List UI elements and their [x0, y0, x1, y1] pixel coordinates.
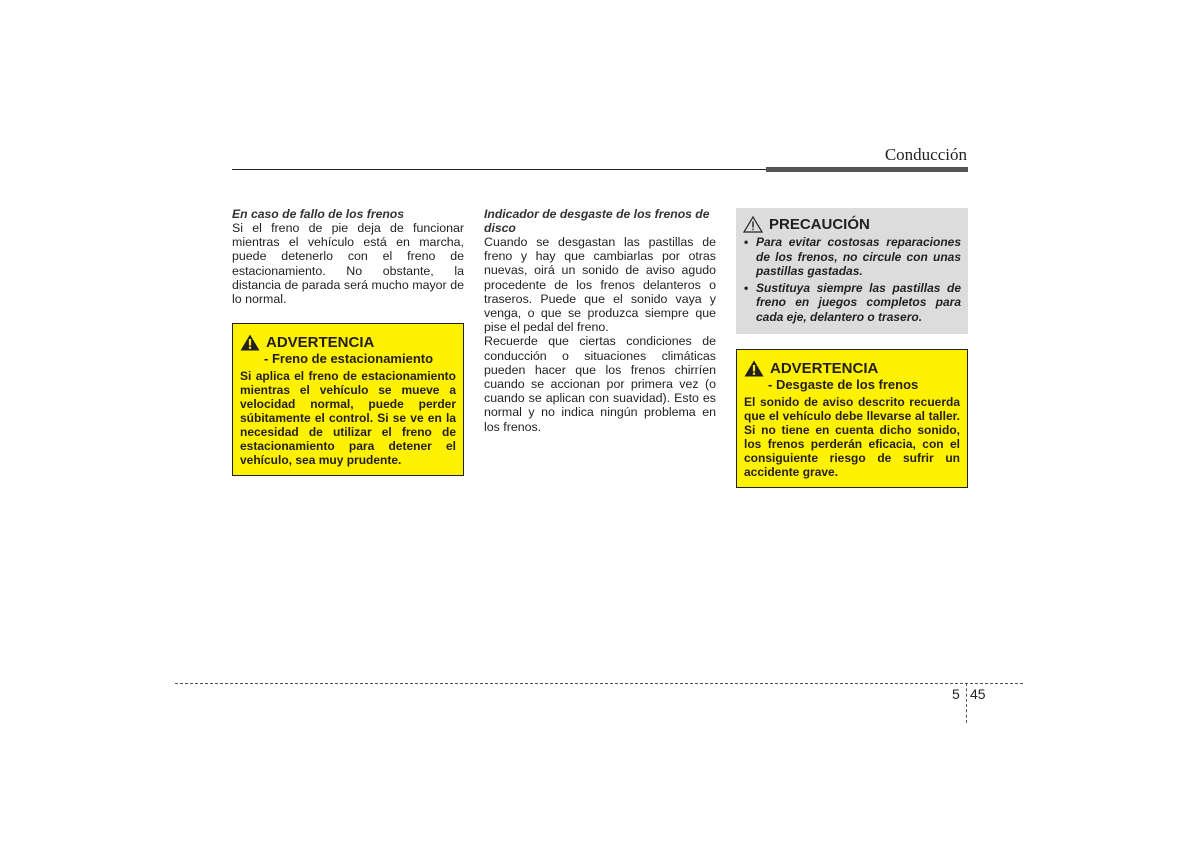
- warning-header: [240, 334, 456, 351]
- column-3: [736, 208, 968, 488]
- footer-divider: [966, 683, 967, 723]
- column-1: [232, 207, 464, 476]
- section-title: Conducción: [884, 145, 967, 164]
- chapter-number: 5: [952, 686, 960, 702]
- caution-header: [743, 216, 961, 233]
- brake-failure-heading: En caso de fallo de los frenos: [232, 207, 405, 221]
- parking-brake-warning-box: [232, 323, 464, 476]
- caution-triangle-icon: [743, 216, 763, 233]
- disc-brake-wear-heading: Indicador de desgaste de los frenos de disco: [484, 207, 710, 235]
- wear-indicator-paragraph-1: Cuando se desgastan las pastillas de freno y hay que cambiarlas por otras nuevas, oirá un sonido de aviso agudo procedente de los frenos delanteros o traseros. Puede que el sonido vaya y venga, o que se produzca siempre que pise el pedal del freno.: [484, 235, 716, 335]
- caution-item: • Sustituya siempre las pastillas de freno en juegos completos para cada eje, delantero o trasero.: [744, 280, 961, 324]
- warning-title: ADVERTENCIA: [770, 360, 879, 377]
- warning-title: ADVERTENCIA: [266, 334, 375, 352]
- column-2: [484, 207, 716, 434]
- header-rule-accent: [766, 167, 968, 172]
- warning-header: [744, 360, 960, 377]
- footer-rule: [175, 683, 1023, 684]
- caution-item: • Para evitar costosas reparaciones de los frenos, no circule con unas pastillas gastadas.: [744, 235, 961, 278]
- warning-triangle-icon: [240, 334, 260, 351]
- brake-failure-paragraph: Si el freno de pie deja de funcionar mientras el vehículo está en marcha, puede detenerlo con el freno de estacionamiento. No obstante, la distancia de parada será mucho mayor de lo normal.: [232, 221, 464, 307]
- warning-subtitle: - Freno de estacionamiento: [264, 351, 434, 367]
- page-number: 45: [970, 686, 986, 702]
- caution-box: [736, 208, 968, 334]
- caution-title: PRECAUCIÓN: [769, 216, 870, 233]
- wear-indicator-paragraph-2: Recuerde que ciertas condiciones de conducción o situaciones climáticas pueden hacer que los frenos chirríen cuando se accionan por primera vez (o cuando se aplican con suavidad). Esto es normal y no indica ningún problema en los frenos.: [484, 334, 716, 434]
- warning-subtitle: - Desgaste de los frenos: [768, 377, 919, 392]
- brake-wear-warning-box: [736, 349, 968, 488]
- header-rule: [232, 169, 766, 170]
- warning-triangle-icon: [744, 360, 764, 377]
- warning-body: El sonido de aviso descrito recuerda que el vehículo debe llevarse al taller. Si no tiene en cuenta dicho sonido, los frenos perderán eficacia, con el consiguiente riesgo de sufrir un accidente grave.: [744, 395, 960, 479]
- warning-body: Si aplica el freno de estacionamiento mientras el vehículo se mueve a velocidad normal, puede perder súbitamente el control. Si se ve en la necesidad de utilizar el freno de estacionamiento para detener el vehículo, sea muy prudente.: [240, 369, 456, 468]
- caution-list: [743, 235, 961, 324]
